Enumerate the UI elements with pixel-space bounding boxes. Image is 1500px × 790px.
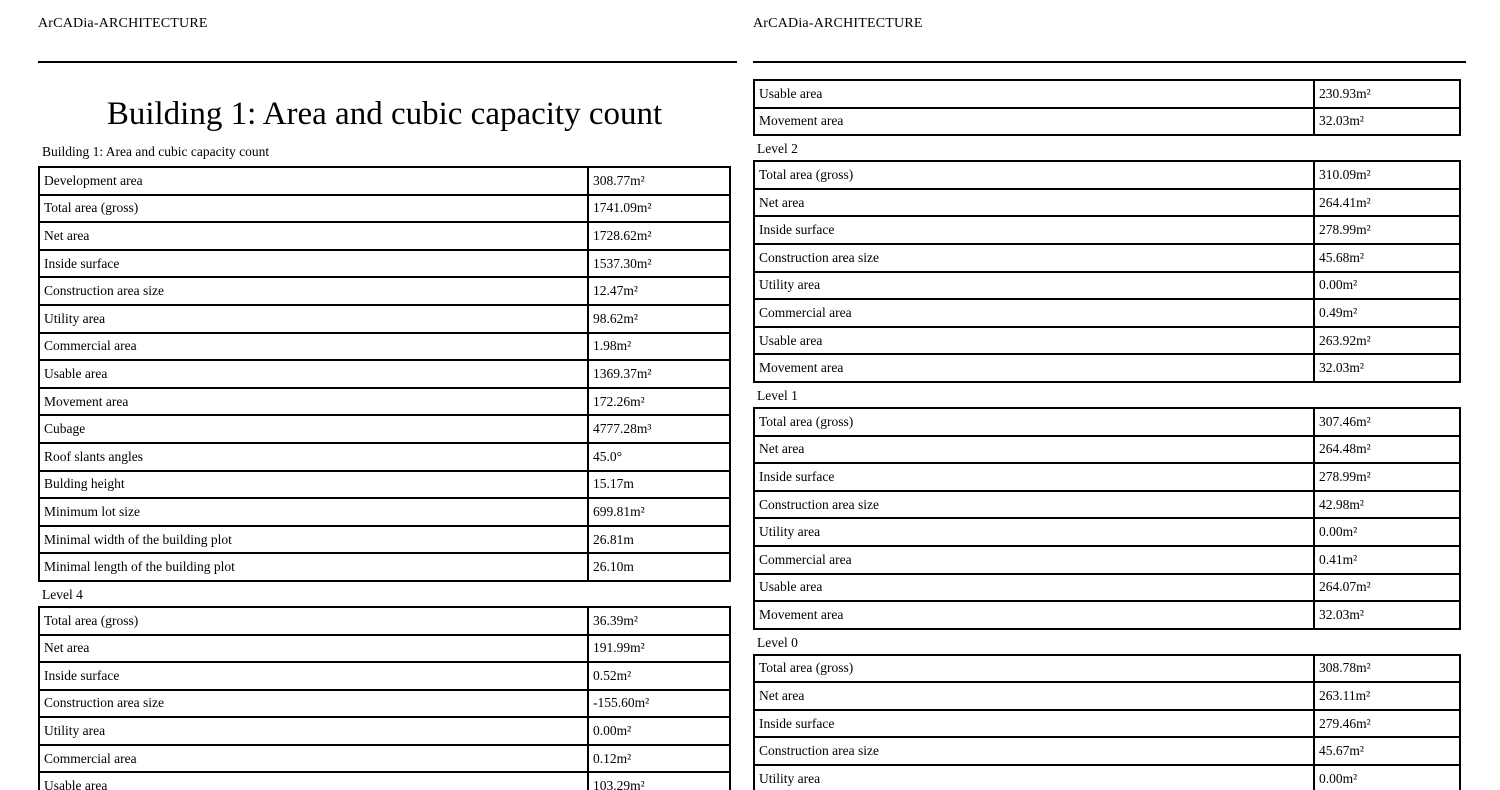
row-label: Commercial area bbox=[754, 299, 1314, 327]
page-2-sections bbox=[753, 79, 1461, 790]
row-label: Usable area bbox=[754, 80, 1314, 108]
row-label: Usable area bbox=[754, 574, 1314, 602]
row-label: Inside surface bbox=[39, 662, 588, 690]
table-row bbox=[754, 408, 1460, 436]
row-label: Usable area bbox=[39, 772, 588, 790]
table-row bbox=[39, 772, 730, 790]
table-row bbox=[39, 415, 730, 443]
row-value: 45.67m² bbox=[1314, 737, 1460, 765]
header-rule bbox=[38, 61, 737, 63]
row-label: Construction area size bbox=[754, 737, 1314, 765]
table-row bbox=[39, 277, 730, 305]
page-1 bbox=[38, 0, 731, 790]
report-brand: ArCADia-ARCHITECTURE bbox=[753, 16, 923, 31]
row-value: 307.46m² bbox=[1314, 408, 1460, 436]
row-label: Total area (gross) bbox=[754, 408, 1314, 436]
row-value: 0.00m² bbox=[588, 717, 730, 745]
row-label: Utility area bbox=[754, 518, 1314, 546]
table-row bbox=[754, 436, 1460, 464]
row-label: Usable area bbox=[39, 360, 588, 388]
row-label: Development area bbox=[39, 167, 588, 195]
table-caption: Building 1: Area and cubic capacity count bbox=[42, 144, 270, 159]
row-value: 278.99m² bbox=[1314, 216, 1460, 244]
row-label: Inside surface bbox=[754, 463, 1314, 491]
row-label: Construction area size bbox=[39, 690, 588, 718]
row-label: Utility area bbox=[39, 305, 588, 333]
row-value: 172.26m² bbox=[588, 388, 730, 416]
table-row bbox=[754, 710, 1460, 738]
table-row bbox=[39, 745, 730, 773]
table-row bbox=[754, 354, 1460, 382]
row-label: Total area (gross) bbox=[754, 655, 1314, 683]
row-value: 1.98m² bbox=[588, 333, 730, 361]
section-label: Level 4 bbox=[42, 586, 83, 602]
row-label: Movement area bbox=[754, 601, 1314, 629]
table-row bbox=[39, 388, 730, 416]
area-table bbox=[38, 606, 731, 790]
table-row bbox=[39, 607, 730, 635]
table-row bbox=[39, 717, 730, 745]
row-value: 36.39m² bbox=[588, 607, 730, 635]
table-row bbox=[754, 272, 1460, 300]
row-value: 32.03m² bbox=[1314, 354, 1460, 382]
row-value: 12.47m² bbox=[588, 277, 730, 305]
table-row bbox=[754, 244, 1460, 272]
row-label: Minimum lot size bbox=[39, 498, 588, 526]
row-label: Construction area size bbox=[754, 491, 1314, 519]
row-value: 4777.28m³ bbox=[588, 415, 730, 443]
table-row bbox=[39, 526, 730, 554]
row-value: 0.00m² bbox=[1314, 272, 1460, 300]
row-value: 0.00m² bbox=[1314, 765, 1460, 790]
table-row bbox=[39, 360, 730, 388]
area-table bbox=[753, 654, 1461, 790]
table-row bbox=[39, 471, 730, 499]
table-row bbox=[39, 443, 730, 471]
table-row bbox=[39, 333, 730, 361]
row-label: Movement area bbox=[754, 354, 1314, 382]
row-label: Net area bbox=[39, 222, 588, 250]
row-label: Net area bbox=[754, 189, 1314, 217]
row-value: 26.10m bbox=[588, 553, 730, 581]
row-value: 230.93m² bbox=[1314, 80, 1460, 108]
table-row bbox=[39, 195, 730, 223]
table-row bbox=[39, 635, 730, 663]
row-value: 0.12m² bbox=[588, 745, 730, 773]
row-value: 263.11m² bbox=[1314, 682, 1460, 710]
row-value: 45.0° bbox=[588, 443, 730, 471]
row-value: 310.09m² bbox=[1314, 161, 1460, 189]
row-label: Utility area bbox=[39, 717, 588, 745]
row-value: 0.41m² bbox=[1314, 546, 1460, 574]
row-label: Minimal length of the building plot bbox=[39, 553, 588, 581]
table-row bbox=[754, 491, 1460, 519]
section-label: Level 0 bbox=[757, 634, 798, 650]
row-label: Movement area bbox=[39, 388, 588, 416]
table-row bbox=[754, 327, 1460, 355]
section-label: Level 1 bbox=[757, 387, 798, 403]
row-label: Cubage bbox=[39, 415, 588, 443]
row-value: 308.77m² bbox=[588, 167, 730, 195]
row-label: Total area (gross) bbox=[39, 195, 588, 223]
row-label: Utility area bbox=[754, 272, 1314, 300]
table-row bbox=[39, 690, 730, 718]
table-row bbox=[754, 518, 1460, 546]
table-row bbox=[754, 682, 1460, 710]
row-value: 42.98m² bbox=[1314, 491, 1460, 519]
row-value: 263.92m² bbox=[1314, 327, 1460, 355]
row-value: 0.49m² bbox=[1314, 299, 1460, 327]
row-value: 264.48m² bbox=[1314, 436, 1460, 464]
table-row bbox=[39, 662, 730, 690]
row-label: Net area bbox=[754, 682, 1314, 710]
header-rule bbox=[753, 61, 1466, 63]
row-label: Movement area bbox=[754, 108, 1314, 136]
table-row bbox=[754, 216, 1460, 244]
table-row bbox=[754, 546, 1460, 574]
row-value: -155.60m² bbox=[588, 690, 730, 718]
row-label: Usable area bbox=[754, 327, 1314, 355]
row-value: 32.03m² bbox=[1314, 108, 1460, 136]
row-label: Inside surface bbox=[754, 710, 1314, 738]
row-value: 0.52m² bbox=[588, 662, 730, 690]
row-value: 26.81m bbox=[588, 526, 730, 554]
row-label: Commercial area bbox=[754, 546, 1314, 574]
row-label: Total area (gross) bbox=[754, 161, 1314, 189]
row-value: 278.99m² bbox=[1314, 463, 1460, 491]
section-label: Level 2 bbox=[757, 141, 798, 157]
table-row bbox=[39, 167, 730, 195]
row-value: 308.78m² bbox=[1314, 655, 1460, 683]
row-value: 1537.30m² bbox=[588, 250, 730, 278]
table-row bbox=[754, 108, 1460, 136]
row-label: Minimal width of the building plot bbox=[39, 526, 588, 554]
table-row bbox=[39, 250, 730, 278]
report-title: Building 1: Area and cubic capacity count bbox=[106, 96, 663, 132]
report-brand: ArCADia-ARCHITECTURE bbox=[38, 16, 208, 31]
row-value: 103.29m² bbox=[588, 772, 730, 790]
row-value: 15.17m bbox=[588, 471, 730, 499]
table-row bbox=[754, 299, 1460, 327]
row-label: Net area bbox=[754, 436, 1314, 464]
area-table bbox=[753, 407, 1461, 630]
table-row bbox=[754, 737, 1460, 765]
table-row bbox=[754, 655, 1460, 683]
table-row bbox=[754, 765, 1460, 790]
row-label: Inside surface bbox=[754, 216, 1314, 244]
page-1-sections bbox=[38, 166, 731, 790]
area-table bbox=[38, 166, 731, 582]
area-table bbox=[753, 79, 1461, 136]
row-label: Bulding height bbox=[39, 471, 588, 499]
table-row bbox=[754, 161, 1460, 189]
row-value: 32.03m² bbox=[1314, 601, 1460, 629]
row-value: 264.41m² bbox=[1314, 189, 1460, 217]
table-row bbox=[754, 601, 1460, 629]
row-value: 1728.62m² bbox=[588, 222, 730, 250]
table-row bbox=[754, 189, 1460, 217]
row-label: Utility area bbox=[754, 765, 1314, 790]
area-table bbox=[753, 160, 1461, 383]
row-value: 699.81m² bbox=[588, 498, 730, 526]
table-row bbox=[754, 80, 1460, 108]
row-value: 279.46m² bbox=[1314, 710, 1460, 738]
row-label: Total area (gross) bbox=[39, 607, 588, 635]
page-2 bbox=[753, 0, 1461, 790]
table-row bbox=[39, 498, 730, 526]
row-value: 191.99m² bbox=[588, 635, 730, 663]
row-value: 98.62m² bbox=[588, 305, 730, 333]
table-row bbox=[754, 463, 1460, 491]
table-row bbox=[39, 305, 730, 333]
row-value: 0.00m² bbox=[1314, 518, 1460, 546]
row-value: 45.68m² bbox=[1314, 244, 1460, 272]
table-row bbox=[39, 222, 730, 250]
row-label: Commercial area bbox=[39, 745, 588, 773]
row-label: Inside surface bbox=[39, 250, 588, 278]
table-row bbox=[754, 574, 1460, 602]
row-value: 1741.09m² bbox=[588, 195, 730, 223]
row-label: Commercial area bbox=[39, 333, 588, 361]
row-value: 1369.37m² bbox=[588, 360, 730, 388]
table-row bbox=[39, 553, 730, 581]
row-label: Construction area size bbox=[754, 244, 1314, 272]
row-value: 264.07m² bbox=[1314, 574, 1460, 602]
row-label: Net area bbox=[39, 635, 588, 663]
row-label: Roof slants angles bbox=[39, 443, 588, 471]
row-label: Construction area size bbox=[39, 277, 588, 305]
